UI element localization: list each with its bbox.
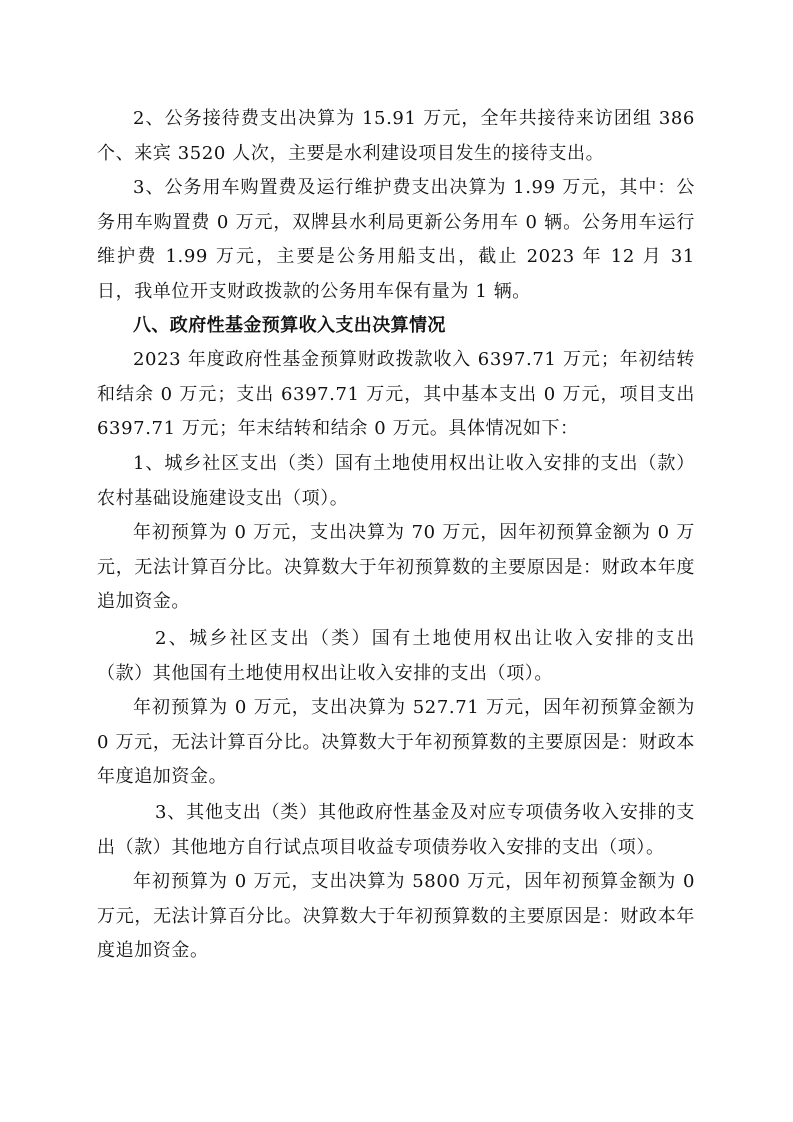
paragraph-item-2-title: 2、城乡社区支出（类）国有土地使用权出让收入安排的支出（款）其他国有土地使用权出让收入安排的支出（项）。 <box>97 628 695 684</box>
paragraph-fund-summary: 2023 年度政府性基金预算财政拨款收入 6397.71 万元；年初结转和结余 0 万元；支出 6397.71 万元，其中基本支出 0 万元，项目支出 6397.71 万元；年末结转和结余 0 万元。具体情况如下： <box>97 349 695 439</box>
paragraph-item-1-title: 1、城乡社区支出（类）国有土地使用权出让收入安排的支出（款）农村基础设施建设支出（项）。 <box>97 453 695 509</box>
paragraph-vehicle-expense: 3、公务用车购置费及运行维护费支出决算为 1.99 万元，其中：公务用车购置费 0 万元，双牌县水利局更新公务用车 0 辆。公务用车运行维护费 1.99 万元，主要是公务用船支出，截止 2023 年 12 月 31 日，我单位开支财政拨款的公务用车保有量为 1 辆。 <box>97 177 695 302</box>
paragraph-item-3-title: 3、其他支出（类）其他政府性基金及对应专项债务收入安排的支出（款）其他地方自行试点项目收益专项债券收入安排的支出（项）。 <box>97 802 695 858</box>
paragraph-item-2-detail: 年初预算为 0 万元，支出决算为 527.71 万元，因年初预算金额为 0 万元，无法计算百分比。决算数大于年初预算数的主要原因是：财政本年度追加资金。 <box>97 697 695 787</box>
paragraph-item-3-detail: 年初预算为 0 万元，支出决算为 5800 万元，因年初预算金额为 0 万元，无法计算百分比。决算数大于年初预算数的主要原因是：财政本年度追加资金。 <box>97 871 695 961</box>
paragraph-item-1-detail: 年初预算为 0 万元，支出决算为 70 万元，因年初预算金额为 0 万元，无法计算百分比。决算数大于年初预算数的主要原因是：财政本年度追加资金。 <box>97 522 695 612</box>
paragraph-reception-expense: 2、公务接待费支出决算为 15.91 万元，全年共接待来访团组 386 个、来宾 3520 人次，主要是水利建设项目发生的接待支出。 <box>97 108 695 164</box>
section-heading: 八、政府性基金预算收入支出决算情况 <box>133 315 446 336</box>
